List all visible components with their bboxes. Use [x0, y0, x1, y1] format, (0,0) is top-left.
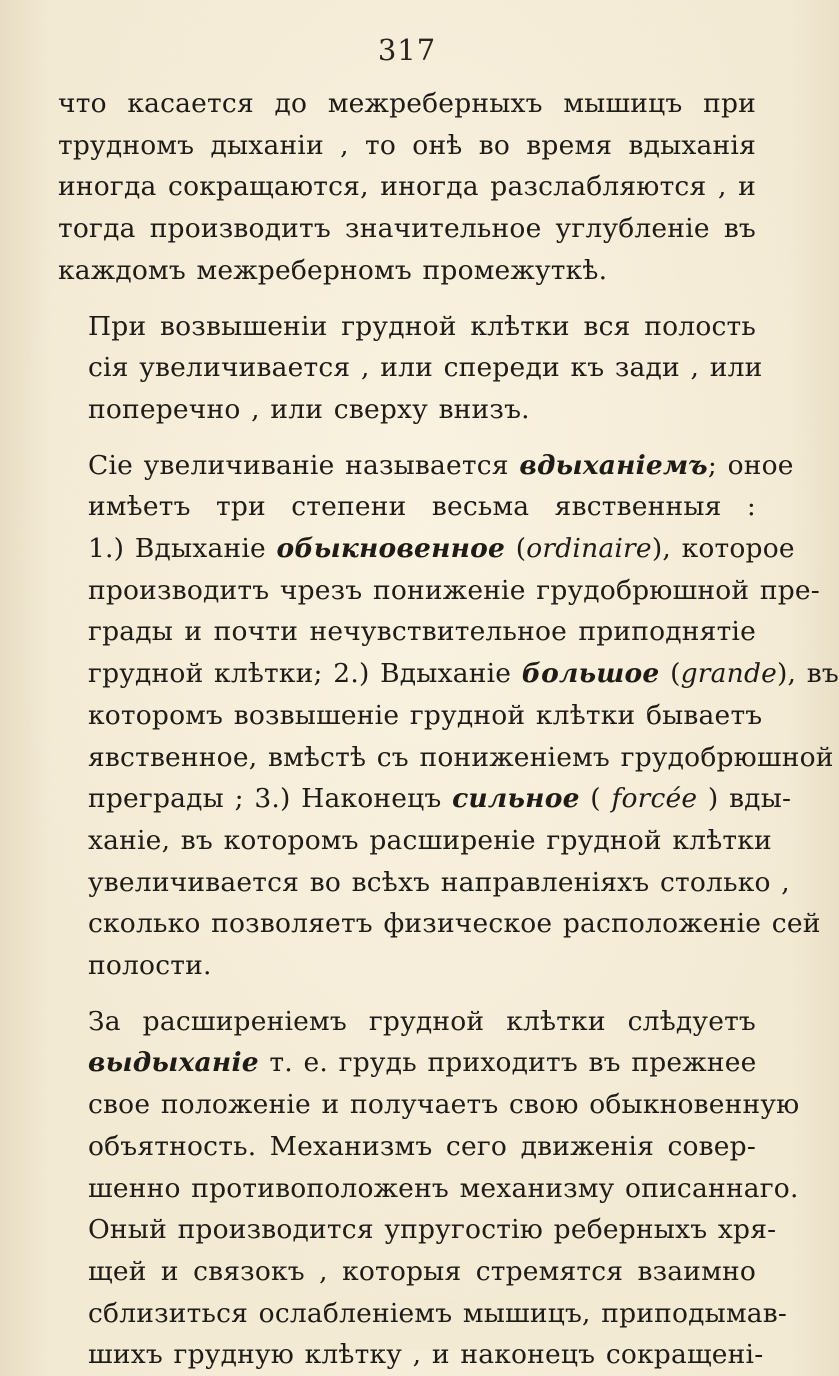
french-term: forcée: [611, 783, 698, 815]
paragraph: [58, 445, 839, 987]
paragraph: [58, 306, 763, 431]
text-line: шихъ грудную клѣтку , и наконецъ сокращені-: [88, 1339, 764, 1371]
emphasized-term: обыкновенное: [276, 533, 506, 565]
text-line: производитъ чрезъ пониженіе грудобрюшной пре-: [88, 574, 820, 606]
text-line: сколько позволяетъ физическое расположеніе сей: [88, 908, 821, 940]
text-line: Сіе увеличиваніе называется вдыханіемъ; оное: [88, 449, 794, 481]
text-line: щей и связокъ , которыя стремятся взаимно: [88, 1255, 756, 1287]
text-line: шенно противоположенъ механизму описаннаго.: [88, 1172, 799, 1204]
text-line: грудной клѣтки; 2.) Вдыханіе большое (grande), въ: [88, 658, 839, 690]
text-line: ханіе, въ которомъ расширеніе грудной клѣтки: [88, 824, 772, 856]
text-line: имѣетъ три степени весьма явственныя :: [88, 491, 756, 523]
text-line: При возвышеніи грудной клѣтки вся полость: [88, 310, 756, 342]
text-line: преграды ; 3.) Наконецъ сильное ( forcée ) вды-: [88, 783, 792, 815]
text-line: явственное, вмѣстѣ съ пониженіемъ грудобрюшной: [88, 741, 834, 773]
french-term: grande: [680, 658, 777, 690]
body-text: [58, 83, 839, 1376]
paragraph: [58, 83, 756, 292]
page-number: 317: [377, 33, 437, 67]
text-line: иногда сокращаются, иногда разслабляются , и: [58, 171, 756, 203]
text-line: полости.: [88, 950, 212, 982]
emphasized-term: большое: [521, 658, 660, 690]
text-line: каждомъ межреберномъ промежуткѣ.: [58, 254, 608, 286]
emphasized-term: вдыханіемъ: [519, 449, 708, 481]
emphasized-term: выдыханіе: [88, 1047, 259, 1079]
paragraph: [58, 1001, 800, 1376]
text-line: поперечно , или сверху внизъ.: [88, 393, 530, 425]
text-line: что касается до межреберныхъ мышицъ при: [58, 88, 756, 119]
french-term: ordinaire: [526, 533, 652, 565]
text-line: выдыханіе т. е. грудь приходитъ въ прежнее: [88, 1047, 757, 1079]
text-line: 1.) Вдыханіе обыкновенное (ordinaire), которое: [88, 533, 795, 565]
text-line: сблизиться ослабленіемъ мышицъ, приподымав-: [88, 1297, 788, 1329]
text-line: тогда производитъ значительное углубленіе въ: [58, 213, 756, 245]
text-line: свое положеніе и получаетъ свою обыкновенную: [88, 1089, 800, 1121]
text-line: увеличивается во всѣхъ направленіяхъ столько ,: [88, 866, 790, 898]
book-page: [58, 22, 839, 1376]
text-line: грады и почти нечувствительное приподнятіе: [88, 616, 756, 648]
text-line: объятность. Механизмъ сего движенія совер-: [88, 1130, 756, 1162]
text-line: За расширеніемъ грудной клѣтки слѣдуетъ: [88, 1005, 756, 1037]
text-line: трудномъ дыханіи , то онѣ во время вдыханія: [58, 129, 756, 161]
text-line: сія увеличивается , или спереди къ зади , или: [88, 352, 763, 384]
text-line: которомъ возвышеніе грудной клѣтки бываетъ: [88, 699, 763, 731]
text-line: Оный производится упругостію реберныхъ хря-: [88, 1214, 777, 1246]
emphasized-term: сильное: [452, 783, 580, 815]
